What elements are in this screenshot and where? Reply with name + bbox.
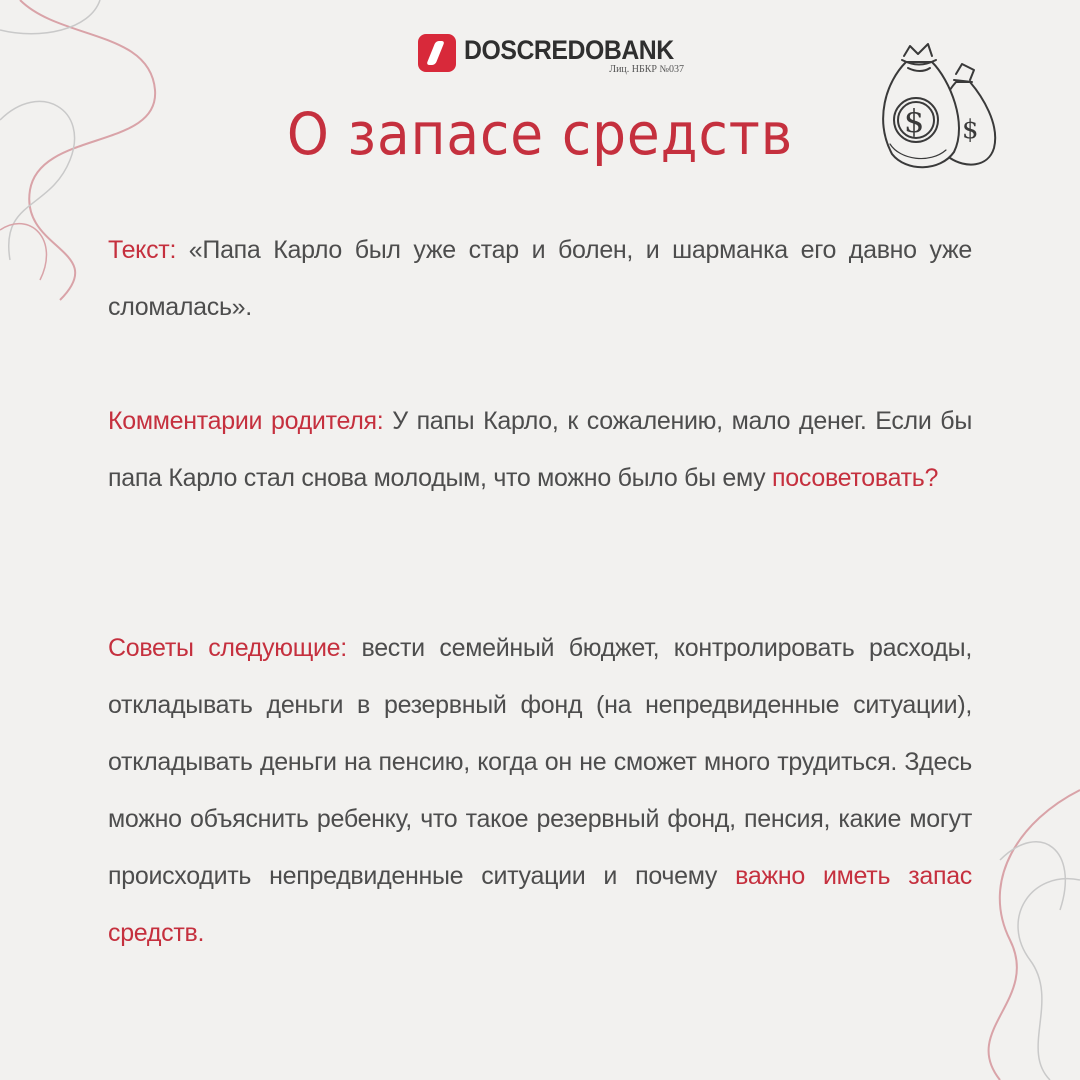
license-number: Лиц. НБКР №037 [609,64,685,75]
paragraph-text [108,222,972,336]
svg-text:$: $ [904,102,925,140]
svg-text:$: $ [962,115,979,145]
advice-body: вести семейный бюджет, контролировать расходы, откладывать деньги в резервный фонд (на непредвиденные ситуации), откладывать деньги на пенсию, когда он не сможет много трудиться. Здесь можно объяснить ребенку, что такое резервный фонд, пенсия, какие могут происходить непредвиденные ситуации и почему [108,634,972,890]
text-body: «Папа Карло был уже стар и болен, и шарманка его давно уже сломалась». [108,236,972,321]
advice-label: Советы следующие: [108,634,347,662]
paragraph-parent-comment [108,393,972,507]
parent-comment-highlight: посоветовать? [772,464,939,492]
paragraph-advice [108,620,972,962]
text-label: Текст: [108,236,177,264]
parent-comment-body: У папы Карло, к сожалению, мало денег. Если бы папа Карло стал снова молодым, что можно было бы ему [108,407,972,492]
bank-logo-icon [418,34,456,72]
advice-highlight: важно иметь запас средств. [108,862,973,947]
bank-logo [418,34,692,75]
page-title: О запасе средств [286,100,794,168]
brand-name: DOSCREDOBANK [464,35,674,65]
parent-comment-label: Комментарии родителя: [108,407,384,435]
